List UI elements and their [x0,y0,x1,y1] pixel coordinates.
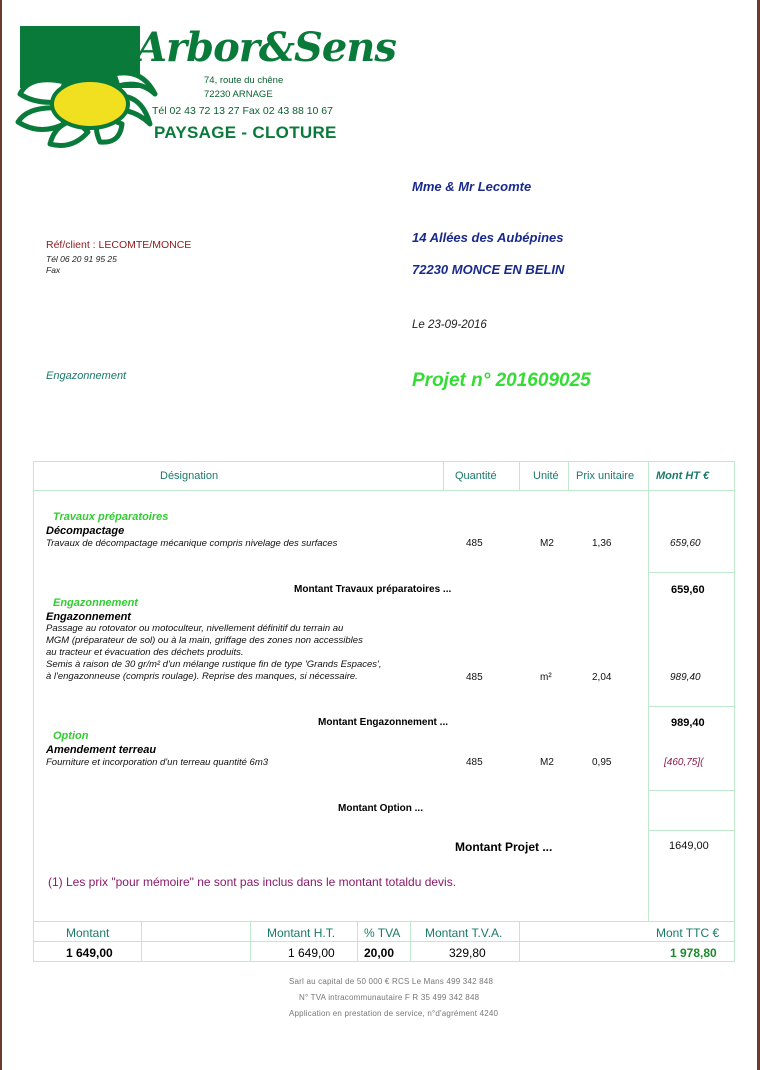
client-street: 14 Allées des Aubépines [412,230,564,245]
item-quantity: 485 [466,538,483,549]
company-name: Arbor&Sens [136,24,396,71]
project-total-value: 1649,00 [669,840,709,852]
company-address-line2: 72230 ARNAGE [204,89,273,100]
item-quantity: 485 [466,672,483,683]
client-name: Mme & Mr Lecomte [412,179,532,194]
summary-header-montant: Montant [66,926,110,940]
item-description-line: à l'engazonneuse (compris roulage). Reprise des manques, si nécessaire. [46,671,358,682]
item-unit-price: 0,95 [592,757,612,768]
subtotal-value: 659,60 [671,584,705,596]
summary-value-tva-amount: 329,80 [449,946,486,960]
item-title: Amendement terreau [46,744,157,756]
legal-vat-number: N° TVA intracommunautaire F R 35 499 342 848 [299,993,480,1002]
subtotal-label: Montant Engazonnement ... [318,717,448,728]
item-unit-price: 2,04 [592,672,612,683]
header-unit-price: Prix unitaire [576,470,635,482]
header-quantity: Quantité [455,470,497,482]
item-unit: M2 [540,757,554,768]
project-total-label: Montant Projet ... [455,840,553,854]
client-fax: Fax [46,265,61,275]
item-description-line: MGM (préparateur de sol) ou à la main, griffage des zones non accessibles [46,635,363,646]
project-title: Projet n° 201609025 [412,370,591,391]
summary-value-montant: 1 649,00 [66,946,113,960]
summary-value-ttc: 1 978,80 [670,946,717,960]
legal-agreement: Application en prestation de service, n°d'agrément 4240 [289,1009,499,1018]
item-unit: m² [540,672,552,683]
summary-value-ht: 1 649,00 [288,946,335,960]
quote-date: Le 23-09-2016 [412,319,487,331]
item-amount: 659,60 [670,538,701,549]
summary-value-tva-rate: 20,00 [364,946,395,960]
section-title: Travaux préparatoires [53,511,169,523]
summary-header-tva-rate: % TVA [364,926,401,940]
client-city: 72230 MONCE EN BELIN [412,262,565,277]
item-title: Décompactage [46,525,125,537]
client-phone: Tél 06 20 91 95 25 [46,254,117,264]
section-title: Engazonnement [53,597,138,609]
subtotal-label: Montant Option ... [338,803,423,814]
subtotal-label: Montant Travaux préparatoires ... [294,584,452,595]
item-unit-price: 1,36 [592,538,612,549]
item-description-line: Passage au rotovator ou motoculteur, nivellement définitif du terrain au [46,623,344,634]
company-address-line1: 74, route du chêne [204,75,284,86]
subtotal-value: 989,40 [671,717,705,729]
item-quantity: 485 [466,757,483,768]
item-title: Engazonnement [46,611,131,623]
section-title: Option [53,730,89,742]
header-designation: Désignation [160,470,219,482]
item-amount: 989,40 [670,672,701,683]
legal-capital-rcs: Sarl au capital de 50 000 € RCS Le Mans 499 342 848 [289,977,494,986]
quote-subject: Engazonnement [46,370,127,382]
summary-header-ttc: Mont TTC € [656,926,720,940]
header-unit: Unité [533,470,559,482]
memo-note: (1) Les prix "pour mémoire" ne sont pas inclus dans le montant totaldu devis. [48,875,457,889]
item-description: Travaux de décompactage mécanique compris nivelage des surfaces [46,538,338,549]
item-description-line: au tracteur et évacuation des déchets produits. [46,647,244,658]
item-description-line: Semis à raison de 30 gr/m² d'un mélange rustique fin de type 'Grands Espaces', [46,659,382,670]
header-amount: Mont HT € [656,470,710,482]
item-description: Fourniture et incorporation d'un terreau quantité 6m3 [46,757,269,768]
item-amount-memo: [460,75]( [664,757,704,768]
item-unit: M2 [540,538,554,549]
page-border-left [0,0,2,1070]
company-specialty: PAYSAGE - CLOTURE [154,123,337,142]
client-reference: Réf/client : LECOMTE/MONCE [46,239,192,251]
company-phones: Tél 02 43 72 13 27 Fax 02 43 88 10 67 [152,105,333,117]
summary-header-tva-amount: Montant T.V.A. [425,926,503,940]
summary-header-ht: Montant H.T. [267,926,336,940]
